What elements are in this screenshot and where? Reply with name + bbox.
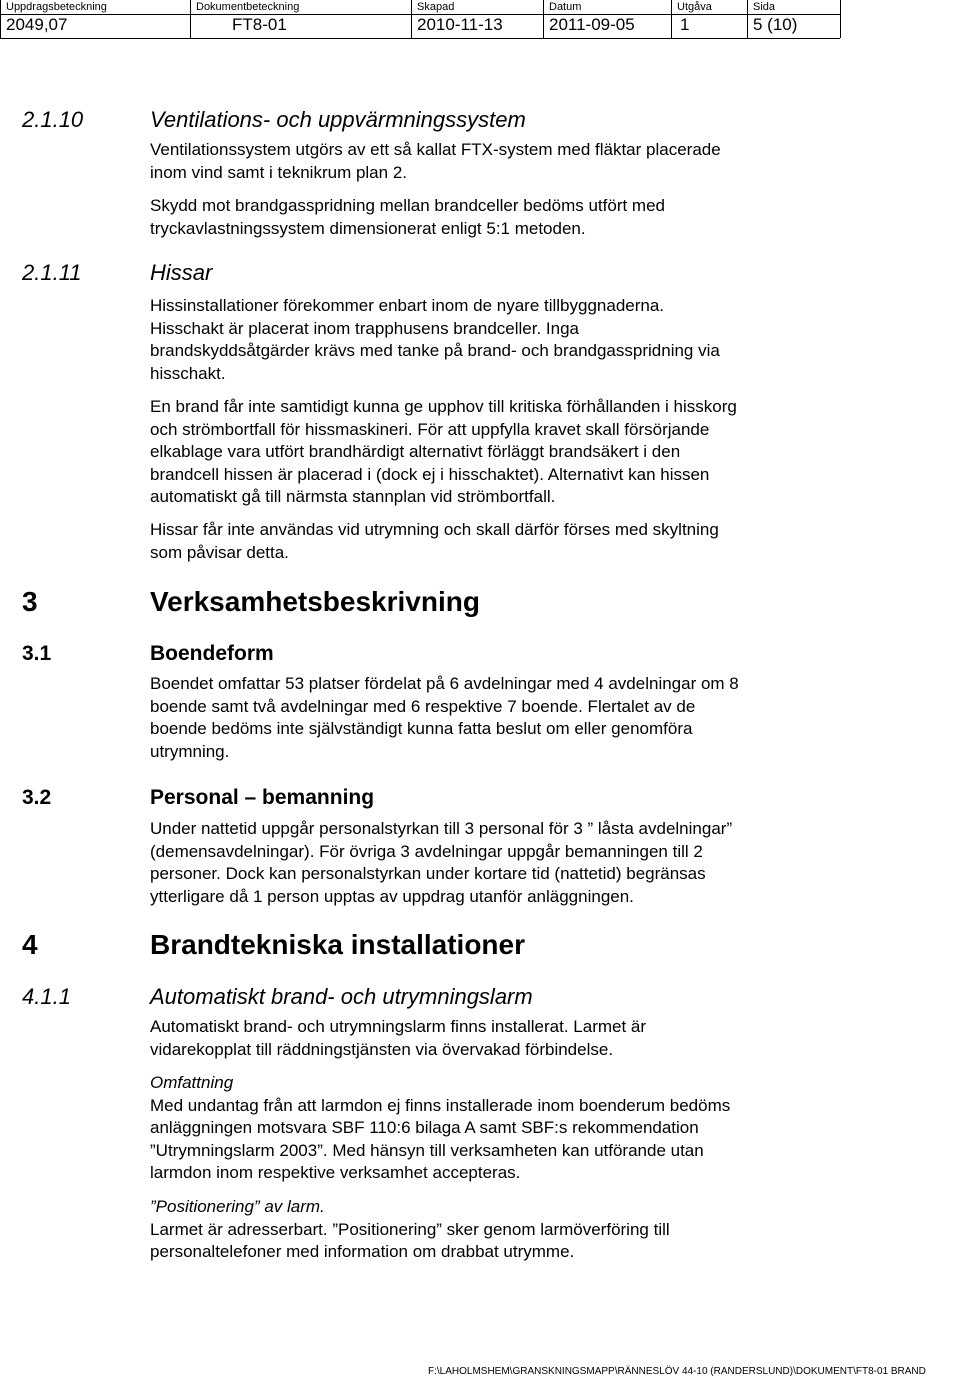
paragraph	[150, 519, 830, 564]
paragraph	[150, 1072, 830, 1185]
header-cell-skapad	[411, 0, 544, 38]
text-line: elkablage vara utfört brandhärdigt alternativt förläggt brandsäkert i den	[150, 442, 681, 461]
header-value: 2049,07	[6, 15, 68, 34]
text-line: personaltelefoner med information om drabbat utrymme.	[150, 1242, 575, 1261]
section-number: 2.1.10	[22, 107, 84, 132]
text-line: hisschakt.	[150, 363, 226, 383]
paragraph	[150, 295, 830, 385]
text-line: brandcell hissen är placerad i (dock ej i hisschaktet). Alternativt kan hissen	[150, 464, 710, 484]
text-line: En brand får inte samtidigt kunna ge upphov till kritiska förhållanden i hisskorg	[150, 397, 737, 416]
header-value: FT8-01	[232, 15, 287, 34]
text-line: ”Utrymningslarm 2003”. Med hänsyn till verksamheten kan utförande utan	[150, 1140, 704, 1160]
text-line: tryckavlastningssystem dimensionerat enligt 5:1 metoden.	[150, 218, 586, 238]
header-label: Dokumentbeteckning	[196, 1, 300, 13]
text-line: (demensavdelningar). För övriga 3 avdelningar uppgår bemanningen till 2	[150, 841, 703, 861]
header-value: 5 (10)	[753, 15, 798, 34]
paragraph	[150, 1196, 830, 1264]
header-value: 2011-09-05	[549, 15, 635, 34]
text-line: Hissar får inte användas vid utrymning och skall därför förses med skyltning	[150, 520, 719, 539]
header-cell-sida	[747, 0, 841, 38]
text-line: utrymning.	[150, 741, 230, 761]
section-heading: Ventilations- och uppvärmningssystem	[150, 107, 526, 132]
document-header-table	[0, 0, 840, 39]
section-number: 3.2	[22, 786, 52, 809]
section-heading: Automatiskt brand- och utrymningslarm	[150, 984, 533, 1009]
header-label: Uppdragsbeteckning	[6, 1, 107, 13]
section-number: 2.1.11	[22, 260, 82, 285]
header-label: Datum	[549, 1, 582, 13]
section-heading: Boendeform	[150, 642, 274, 665]
section-heading: Personal – bemanning	[150, 786, 375, 809]
text-line: Under nattetid uppgår personalstyrkan till 3 personal för 3 ” låsta avdelningar”	[150, 819, 733, 838]
text-line: Boendet omfattar 53 platser fördelat på 6 avdelningar med 4 avdelningar om 8	[150, 674, 739, 693]
text-line: Ventilationssystem utgörs av ett så kallat FTX-system med fläktar placerade	[150, 140, 721, 159]
subheading: ”Positionering” av larm.	[150, 1197, 325, 1216]
header-cell-dokument	[190, 0, 412, 38]
text-line: anläggningen motsvara SBF 110:6 bilaga A samt SBF:s rekommendation	[150, 1118, 699, 1137]
text-line: inom vind samt i teknikrum plan 2.	[150, 162, 407, 182]
text-line: boende bedöms inte självständigt kunna fatta beslut om eller genomföra	[150, 719, 693, 738]
chapter-heading: Brandtekniska installationer	[150, 929, 526, 960]
text-line: personer. Dock kan personalstyrkan under kortare tid (nattetid) begränsas	[150, 864, 706, 883]
text-line: vidarekopplat till räddningstjänsten via övervakad förbindelse.	[150, 1039, 614, 1059]
text-line: boende samt två avdelningar med 6 respektive 7 boende. Flertalet av de	[150, 696, 696, 716]
text-line: Automatiskt brand- och utrymningslarm finns installerat. Larmet är	[150, 1017, 647, 1036]
header-cell-uppdrag	[0, 0, 191, 38]
text-line: brandskyddsåtgärder krävs med tanke på brand- och brandgasspridning via	[150, 341, 720, 360]
header-cell-datum	[543, 0, 672, 38]
subheading: Omfattning	[150, 1073, 234, 1092]
header-label: Sida	[753, 1, 776, 13]
text-line: ytterligare då 1 person upptas av uppdrag utanför anläggningen.	[150, 886, 634, 906]
paragraph	[150, 139, 830, 184]
header-value: 1	[680, 15, 690, 34]
header-label: Skapad	[417, 1, 455, 13]
text-line: Med undantag från att larmdon ej finns installerade inom boenderum bedöms	[150, 1095, 731, 1115]
text-line: och strömbortfall för hissmaskineri. För att uppfylla kravet skall försörjande	[150, 419, 710, 439]
text-line: larmdon inom respektive verksamhet accepteras.	[150, 1163, 521, 1182]
paragraph	[150, 1016, 830, 1061]
footer-file-path: F:\LAHOLMSHEM\GRANSKNINGSMAPP\RÄNNESLÖV 44-10 (RANDERSLUND)\DOKUMENT\FT8-01 BRAND	[428, 1366, 926, 1377]
header-cell-utgava	[671, 0, 748, 38]
text-line: som påvisar detta.	[150, 542, 289, 562]
text-line: Skydd mot brandgasspridning mellan brandceller bedöms utfört med	[150, 196, 665, 215]
paragraph	[150, 396, 830, 509]
section-number: 3.1	[22, 642, 52, 665]
section-number: 4.1.1	[22, 984, 71, 1009]
section-heading: Hissar	[150, 260, 213, 285]
chapter-number: 3	[22, 586, 38, 617]
text-line: automatiskt gå till närmsta stannplan vid strömbortfall.	[150, 487, 556, 506]
chapter-number: 4	[22, 929, 38, 960]
text-line: Larmet är adresserbart. ”Positionering” sker genom larmöverföring till	[150, 1219, 670, 1239]
paragraph	[150, 673, 830, 763]
text-line: Hisschakt är placerat inom trapphusens brandceller. Inga	[150, 318, 580, 338]
paragraph	[150, 195, 830, 240]
chapter-heading: Verksamhetsbeskrivning	[150, 586, 480, 617]
paragraph	[150, 818, 830, 908]
header-label: Utgåva	[677, 1, 712, 13]
header-value: 2010-11-13	[417, 15, 503, 34]
text-line: Hissinstallationer förekommer enbart inom de nyare tillbyggnaderna.	[150, 296, 665, 315]
